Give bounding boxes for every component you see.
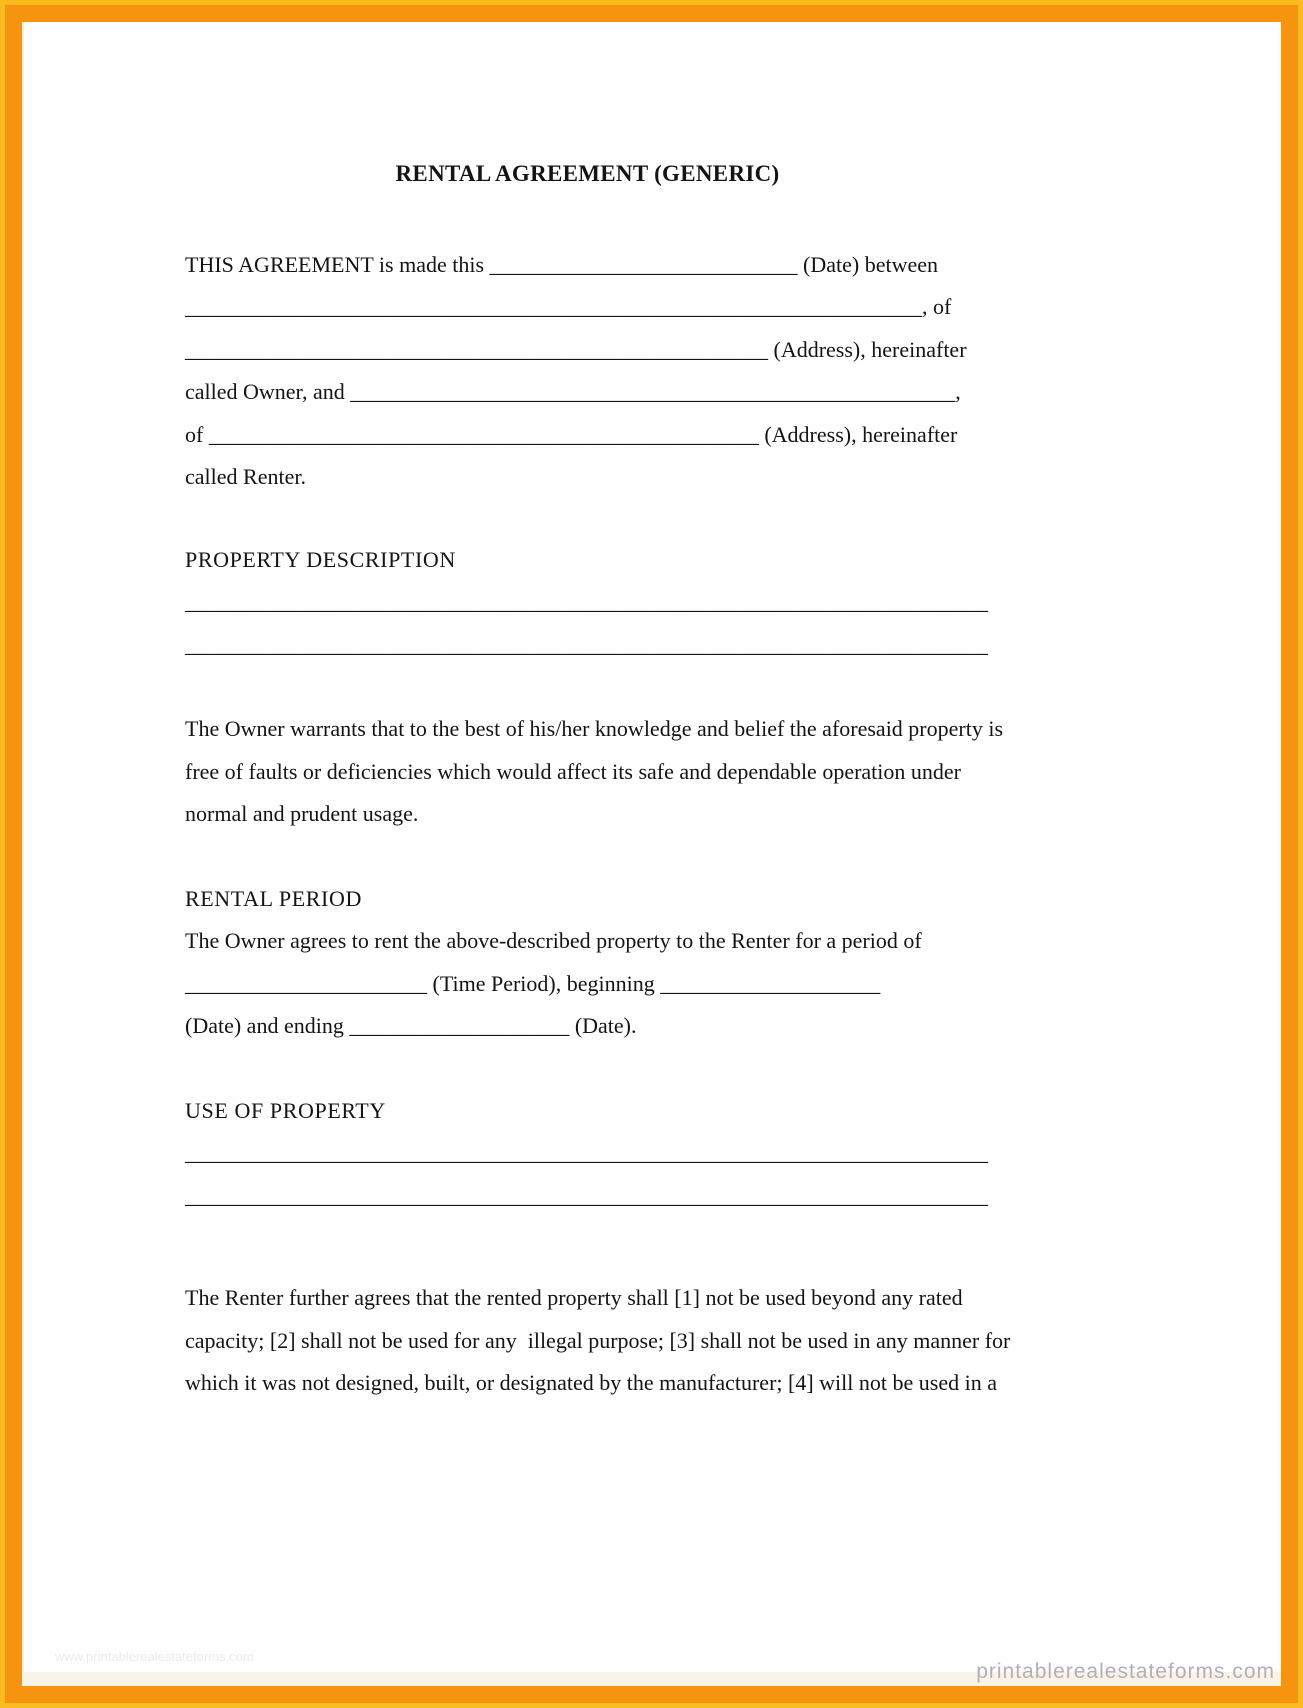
section-heading-property-description: PROPERTY DESCRIPTION xyxy=(185,546,456,572)
rental-period-line: ______________________ (Time Period), beginning ____________________ xyxy=(185,970,881,996)
warranty-paragraph xyxy=(185,708,1004,836)
renter-obligations-paragraph xyxy=(185,1277,1011,1405)
page-title: RENTAL AGREEMENT (GENERIC) xyxy=(395,161,780,186)
warranty-line: The Owner warrants that to the best of his/her knowledge and belief the aforesaid property is xyxy=(185,716,1004,741)
section-rental-period xyxy=(185,878,990,1048)
section-heading-use-of-property: USE OF PROPERTY xyxy=(185,1097,386,1123)
intro-line: called Owner, and _______________________________________________________, xyxy=(185,379,961,404)
intro-line: _____________________________________________________ (Address), hereinafter xyxy=(185,336,967,362)
warranty-line: free of faults or deficiencies which would affect its safe and dependable operation under xyxy=(185,758,961,784)
intro-line: ___________________________________________________________________, of xyxy=(185,294,952,319)
frame-inner-border xyxy=(5,5,1298,1703)
renter-obligations-line: capacity; [2] shall not be used for any illegal purpose; [3] shall not be used in any manner for xyxy=(185,1327,1011,1353)
rental-period-line: The Owner agrees to rent the above-described property to the Renter for a period of xyxy=(185,928,922,953)
renter-obligations-line: The Renter further agrees that the rented property shall [1] not be used beyond any rated xyxy=(185,1285,963,1310)
section-use-of-property xyxy=(185,1090,990,1218)
blank-fill-line: _________________________________________________________________________ xyxy=(185,1140,988,1165)
footer-watermark-text: www.printablerealestateforms.com xyxy=(55,1649,254,1664)
blank-fill-line: _________________________________________________________________________ xyxy=(185,631,988,657)
warranty-line: normal and prudent usage. xyxy=(185,801,419,826)
section-heading-rental-period: RENTAL PERIOD xyxy=(185,885,362,911)
footer-site-text: printablerealestateforms.com xyxy=(976,1660,1275,1683)
renter-obligations-line: which it was not designed, built, or designated by the manufacturer; [4] will not be used in a xyxy=(185,1370,997,1395)
intro-paragraph xyxy=(185,244,990,499)
blank-fill-line: _________________________________________________________________________ xyxy=(185,589,988,614)
rental-period-line: (Date) and ending ____________________ (Date). xyxy=(185,1013,637,1038)
intro-line: called Renter. xyxy=(185,464,306,489)
intro-line: of __________________________________________________ (Address), hereinafter xyxy=(185,421,958,447)
section-property-description xyxy=(185,539,990,667)
blank-fill-line: _________________________________________________________________________ xyxy=(185,1182,988,1208)
document-page xyxy=(22,22,1281,1686)
document-content xyxy=(185,153,1011,1405)
intro-line: THIS AGREEMENT is made this ____________________________ (Date) between xyxy=(185,251,939,277)
